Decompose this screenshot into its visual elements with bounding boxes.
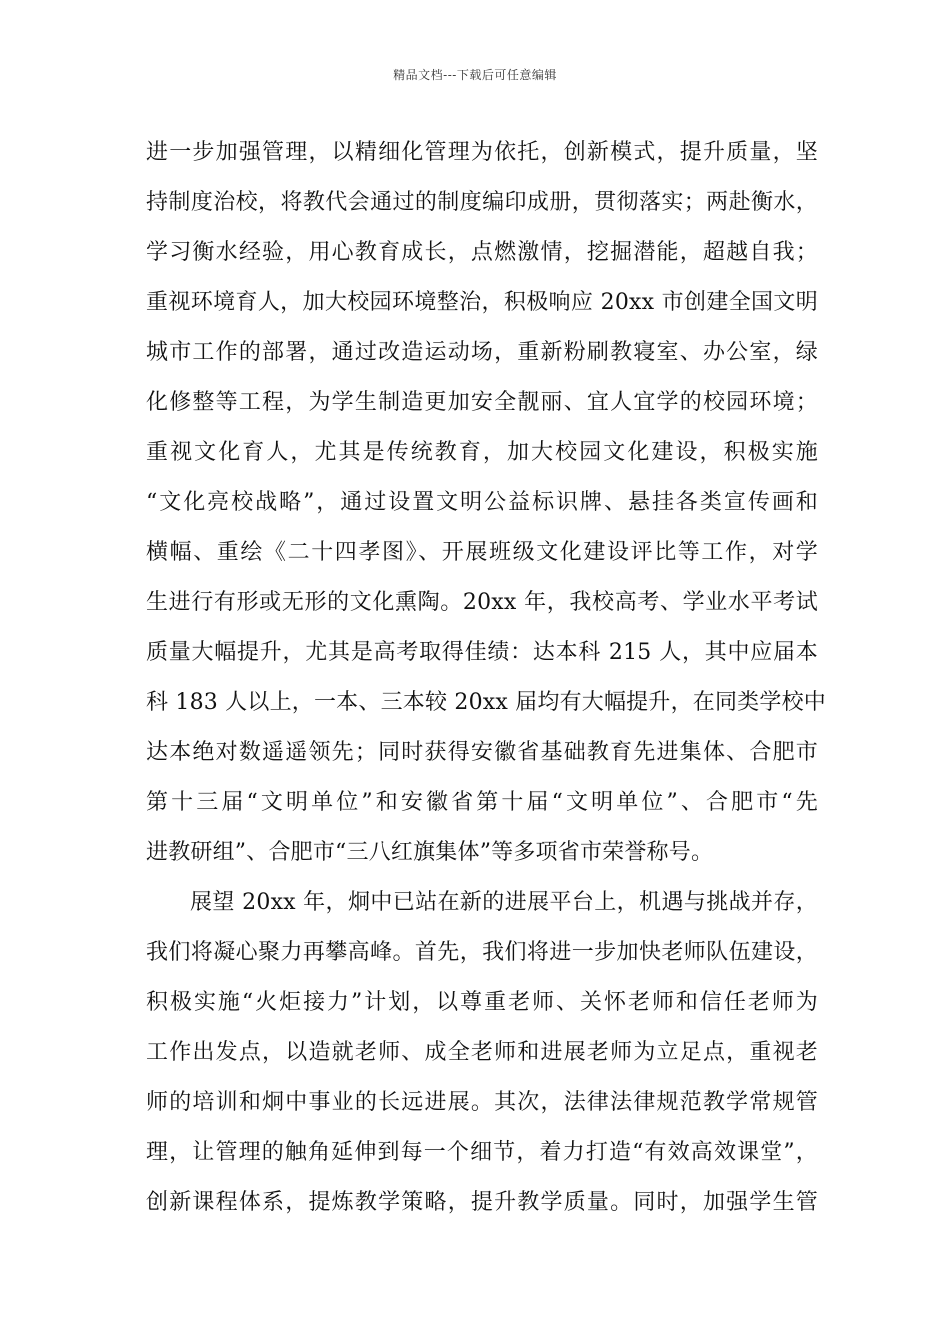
paragraph-1 [146, 128, 826, 878]
text-line: 重视文化育人，尤其是传统教育，加大校园文化建设，积极实施 [146, 440, 818, 465]
text-line: 质量大幅提升，尤其是高考取得佳绩：达本科 215 人，其中应届本 [146, 640, 818, 665]
text-line: 进教研组”、合肥市“三八红旗集体”等多项省市荣誉称号。 [146, 840, 714, 865]
text-line: 师的培训和炯中事业的长远进展。其次，法律法律规范教学常规管 [146, 1090, 818, 1115]
text-line: 展望 20xx 年，炯中已站在新的进展平台上，机遇与挑战并存， [190, 890, 818, 915]
text-line: 持制度治校，将教代会通过的制度编印成册，贯彻落实；两赴衡水， [146, 190, 818, 215]
text-line: 理，让管理的触角延伸到每一个细节，着力打造“有效高效课堂”， [146, 1140, 818, 1165]
text-line: 学习衡水经验，用心教育成长，点燃激情，挖掘潜能，超越自我； [146, 240, 818, 265]
page-header: 精品文档---下载后可任意编辑 [393, 68, 557, 82]
text-line: 生进行有形或无形的文化熏陶。20xx 年，我校高考、学业水平考试 [146, 590, 818, 615]
text-line: 积极实施“火炬接力”计划，以尊重老师、关怀老师和信任老师为 [146, 990, 818, 1015]
text-line: 工作出发点，以造就老师、成全老师和进展老师为立足点，重视老 [146, 1040, 818, 1065]
paragraph-2 [146, 878, 818, 1228]
text-line: 达本绝对数遥遥领先；同时获得安徽省基础教育先进集体、合肥市 [146, 740, 818, 765]
text-line: 重视环境育人，加大校园环境整治，积极响应 20xx 市创建全国文明 [146, 290, 818, 315]
text-line: 创新课程体系，提炼教学策略，提升教学质量。同时，加强学生管 [146, 1190, 818, 1215]
text-line: “文化亮校战略”，通过设置文明公益标识牌、悬挂各类宣传画和 [146, 490, 818, 515]
text-line: 进一步加强管理，以精细化管理为依托，创新模式，提升质量，坚 [146, 140, 818, 165]
document-body [146, 128, 826, 1228]
text-line: 我们将凝心聚力再攀高峰。首先，我们将进一步加快老师队伍建设， [146, 940, 818, 965]
text-line: 横幅、重绘《二十四孝图》、开展班级文化建设评比等工作，对学 [146, 540, 818, 565]
text-line: 第十三届“文明单位”和安徽省第十届“文明单位”、合肥市“先 [146, 790, 818, 815]
text-line: 科 183 人以上，一本、三本较 20xx 届均有大幅提升，在同类学校中 [146, 690, 826, 715]
text-line: 化修整等工程，为学生制造更加安全靓丽、宜人宜学的校园环境； [146, 390, 818, 415]
text-line: 城市工作的部署，通过改造运动场，重新粉刷教寝室、办公室，绿 [146, 340, 818, 365]
